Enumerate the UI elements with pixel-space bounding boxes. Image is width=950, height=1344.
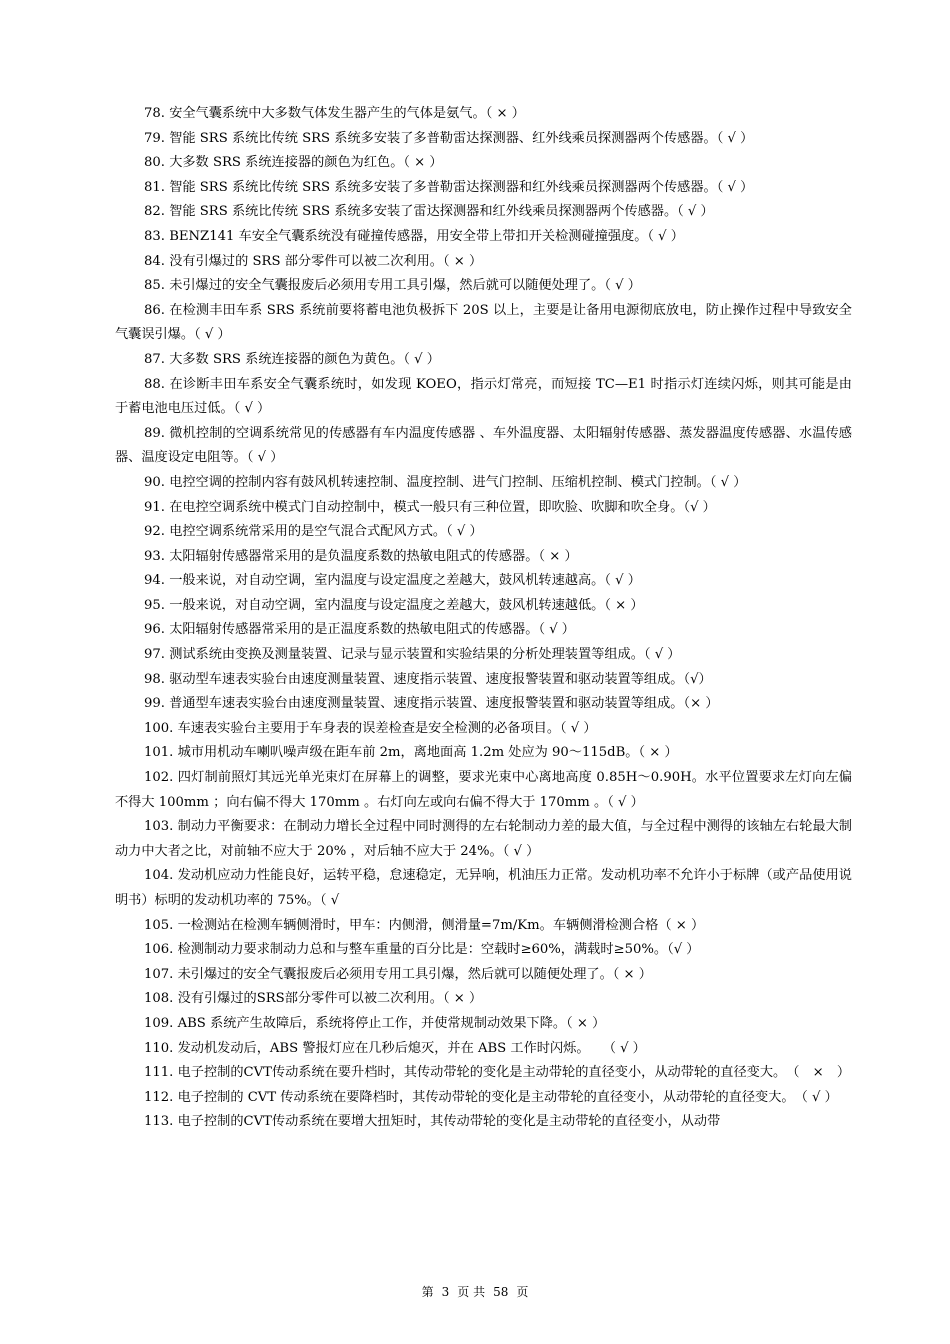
question-number: 104. <box>144 868 174 884</box>
question-number: 82. <box>144 204 165 220</box>
question-item <box>115 176 852 201</box>
question-number: 91. <box>144 499 165 515</box>
question-text: 在电控空调系统中模式门自动控制中，模式一般只有三种位置，即吹脸、吹脚和吹全身。（√ ） <box>169 499 716 515</box>
question-item <box>115 717 852 742</box>
question-number: 85. <box>144 278 165 294</box>
question-item <box>115 373 852 422</box>
question-text: 大多数 SRS 系统连接器的颜色为黄色。（ √ ） <box>169 351 440 367</box>
question-item <box>115 250 852 275</box>
question-item <box>115 766 852 815</box>
question-text: 没有引爆过的SRS部分零件可以被二次利用。（ × ） <box>177 991 483 1007</box>
question-item <box>115 815 852 864</box>
question-item <box>115 963 852 988</box>
question-text: 电子控制的CVT传动系统在要增大扭矩时，其传动带轮的变化是主动带轮的直径变小，从动带 <box>177 1114 721 1130</box>
question-number: 80. <box>144 155 165 171</box>
question-number: 84. <box>144 253 165 269</box>
question-number: 96. <box>144 622 165 638</box>
question-text: 检测制动力要求制动力总和与整车重量的百分比是：空载时≥60%，满载时≥50%。（√ ） <box>177 942 700 958</box>
footer-page-number: 3 <box>441 1285 450 1299</box>
question-number: 92. <box>144 524 165 540</box>
question-number: 113. <box>144 1114 174 1130</box>
question-number: 98. <box>144 671 165 687</box>
question-number: 102. <box>144 770 174 786</box>
question-text: 微机控制的空调系统常见的传感器有车内温度传感器 、车外温度器、太阳辐射传感器、蒸发器温度传感器、水温传感器、温度设定电阻等。（ √ ） <box>115 425 852 466</box>
question-text: 车速表实验台主要用于车身表的误差检查是安全检测的必备项目。（ √ ） <box>177 720 597 736</box>
question-item <box>115 274 852 299</box>
question-item <box>115 127 852 152</box>
question-item <box>115 741 852 766</box>
question-item <box>115 864 852 913</box>
question-item <box>115 987 852 1012</box>
question-text: 电子控制的 CVT 传动系统在要降档时，其传动带轮的变化是主动带轮的直径变小，从动带轮的直径变大。 （ √ ） <box>177 1089 838 1105</box>
question-text: 电控空调的控制内容有鼓风机转速控制、温度控制、进气门控制、压缩机控制、模式门控制。（ √ ） <box>169 474 747 490</box>
question-text: 四灯制前照灯其远光单光束灯在屏幕上的调整，要求光束中心离地高度 0.85H～0.90H。水平位置要求左灯向左偏不得大 100mm ；向右偏不得大 170mm 。右灯向左或向右偏不得大于 170mm 。（ √ ） <box>115 770 852 810</box>
question-item <box>115 471 852 496</box>
question-number: 83. <box>144 228 165 244</box>
question-text: 城市用机动车喇叭噪声级在距车前 2m，离地面高 1.2m 处应为 90～115dB。（ × ） <box>177 745 678 761</box>
question-text: 智能 SRS 系统比传统 SRS 系统多安装了多普勒雷达探测器、红外线乘员探测器两个传感器。（ √ ） <box>169 130 754 146</box>
question-text: 驱动型车速表实验台由速度测量装置、速度指示装置、速度报警装置和驱动装置等组成。（√） <box>169 671 712 687</box>
question-text: 在诊断丰田车系安全气囊系统时，如发现 KOEO，指示灯常亮，而短接 TC—E1 时指示灯连续闪烁，则其可能是由于蓄电池电压过低。（ √ ） <box>115 376 852 417</box>
question-number: 87. <box>144 351 165 367</box>
question-number: 95. <box>144 597 165 613</box>
question-number: 101. <box>144 745 174 761</box>
question-item <box>115 692 852 717</box>
question-text: 电控空调系统常采用的是空气混合式配风方式。（ √ ） <box>169 524 483 540</box>
question-number: 89. <box>144 425 165 441</box>
question-item <box>115 496 852 521</box>
footer-total-pages: 58 <box>493 1285 509 1299</box>
question-text: 太阳辐射传感器常采用的是负温度系数的热敏电阻式的传感器。（ × ） <box>169 548 578 564</box>
document-page <box>115 102 852 1135</box>
question-number: 78. <box>144 106 165 121</box>
question-number: 93. <box>144 548 165 564</box>
question-text: 太阳辐射传感器常采用的是正温度系数的热敏电阻式的传感器。（ √ ） <box>169 622 575 638</box>
question-text: 智能 SRS 系统比传统 SRS 系统多安装了多普勒雷达探测器和红外线乘员探测器两个传感器。（ √ ） <box>169 179 754 195</box>
question-item <box>115 914 852 939</box>
question-item <box>115 200 852 225</box>
question-number: 106. <box>144 942 174 958</box>
question-item <box>115 1037 852 1062</box>
question-text: 一检测站在检测车辆侧滑时，甲车：内侧滑，侧滑量=7m/Km。车辆侧滑检测合格（ × ） <box>177 917 705 933</box>
question-number: 108. <box>144 991 174 1007</box>
question-item <box>115 594 852 619</box>
question-text: 电子控制的CVT传动系统在要升档时，其传动带轮的变化是主动带轮的直径变小，从动带轮的直径变大。 （ × ） <box>177 1065 851 1081</box>
question-text: 制动力平衡要求：在制动力增长全过程中同时测得的左右轮制动力差的最大值，与全过程中测得的该轴左右轮最大制动力中大者之比，对前轴不应大于 20% ，对后轴不应大于 24%。（ √ ） <box>115 819 852 859</box>
question-number: 99. <box>144 696 165 712</box>
question-number: 109. <box>144 1015 174 1031</box>
question-number: 94. <box>144 573 165 589</box>
footer-prefix: 第 <box>421 1285 434 1299</box>
question-text: 没有引爆过的 SRS 部分零件可以被二次利用。（ × ） <box>169 253 483 269</box>
question-number: 110. <box>144 1040 174 1056</box>
question-item <box>115 668 852 693</box>
question-item <box>115 569 852 594</box>
question-text: 未引爆过的安全气囊报废后必须用专用工具引爆，然后就可以随便处理了。（ × ） <box>177 966 652 982</box>
question-text: 普通型车速表实验台由速度测量装置、速度指示装置、速度报警装置和驱动装置等组成。（× ） <box>169 696 719 712</box>
question-number: 79. <box>144 130 165 146</box>
question-text: 大多数 SRS 系统连接器的颜色为红色。（ × ） <box>169 155 443 171</box>
footer-suffix: 页 <box>516 1285 529 1299</box>
question-item <box>115 422 852 471</box>
question-number: 97. <box>144 647 165 663</box>
question-item <box>115 1086 852 1111</box>
question-item <box>115 1012 852 1037</box>
question-item <box>115 1061 852 1086</box>
question-item <box>115 348 852 373</box>
question-number: 103. <box>144 819 174 835</box>
question-item <box>115 938 852 963</box>
question-number: 107. <box>144 966 174 982</box>
question-text: BENZ141 车安全气囊系统没有碰撞传感器，用安全带上带扣开关检测碰撞强度。（ √ ） <box>169 228 684 244</box>
question-number: 88. <box>144 376 165 392</box>
question-item <box>115 299 852 348</box>
question-number: 111. <box>144 1065 174 1081</box>
question-text: 一般来说，对自动空调，室内温度与设定温度之差越大，鼓风机转速越高。（ √ ） <box>169 573 641 589</box>
question-text: 未引爆过的安全气囊报废后必须用专用工具引爆，然后就可以随便处理了。（ √ ） <box>169 278 641 294</box>
question-text: 测试系统由变换及测量装置、记录与显示装置和实验结果的分析处理装置等组成。（ √ ） <box>169 647 681 663</box>
question-text: 发动机发动后，ABS 警报灯应在几秒后熄灭，并在 ABS 工作时闪烁。 （ √ ） <box>177 1040 646 1056</box>
question-number: 90. <box>144 474 165 490</box>
question-item <box>115 225 852 250</box>
question-number: 112. <box>144 1089 174 1105</box>
page-footer <box>0 1283 950 1300</box>
question-text: 安全气囊系统中大多数气体发生器产生的气体是氨气。（ × ） <box>169 106 525 121</box>
question-number: 86. <box>144 302 165 318</box>
question-text: ABS 系统产生故障后，系统将停止工作，并使常规制动效果下降。（ × ） <box>177 1015 606 1031</box>
question-text: 在检测丰田车系 SRS 系统前要将蓄电池负极拆下 20S 以上，主要是让备用电源彻底放电，防止操作过程中导致安全气囊误引爆。（ √ ） <box>115 302 852 343</box>
question-text: 发动机应动力性能良好，运转平稳，怠速稳定，无异响，机油压力正常。发动机功率不允许小于标牌（或产品使用说明书）标明的发动机功率的 75%。（ √ <box>115 868 852 908</box>
question-number: 100. <box>144 720 174 736</box>
question-item <box>115 102 852 127</box>
question-text: 智能 SRS 系统比传统 SRS 系统多安装了雷达探测器和红外线乘员探测器两个传感器。（ √ ） <box>169 204 714 220</box>
footer-mid: 页 共 <box>457 1285 486 1299</box>
question-text: 一般来说，对自动空调，室内温度与设定温度之差越大，鼓风机转速越低。（ × ） <box>169 597 644 613</box>
question-item <box>115 520 852 545</box>
question-number: 105. <box>144 917 174 933</box>
question-item <box>115 1110 852 1135</box>
question-item <box>115 618 852 643</box>
question-item <box>115 545 852 570</box>
question-item <box>115 643 852 668</box>
question-number: 81. <box>144 179 165 195</box>
question-item <box>115 151 852 176</box>
